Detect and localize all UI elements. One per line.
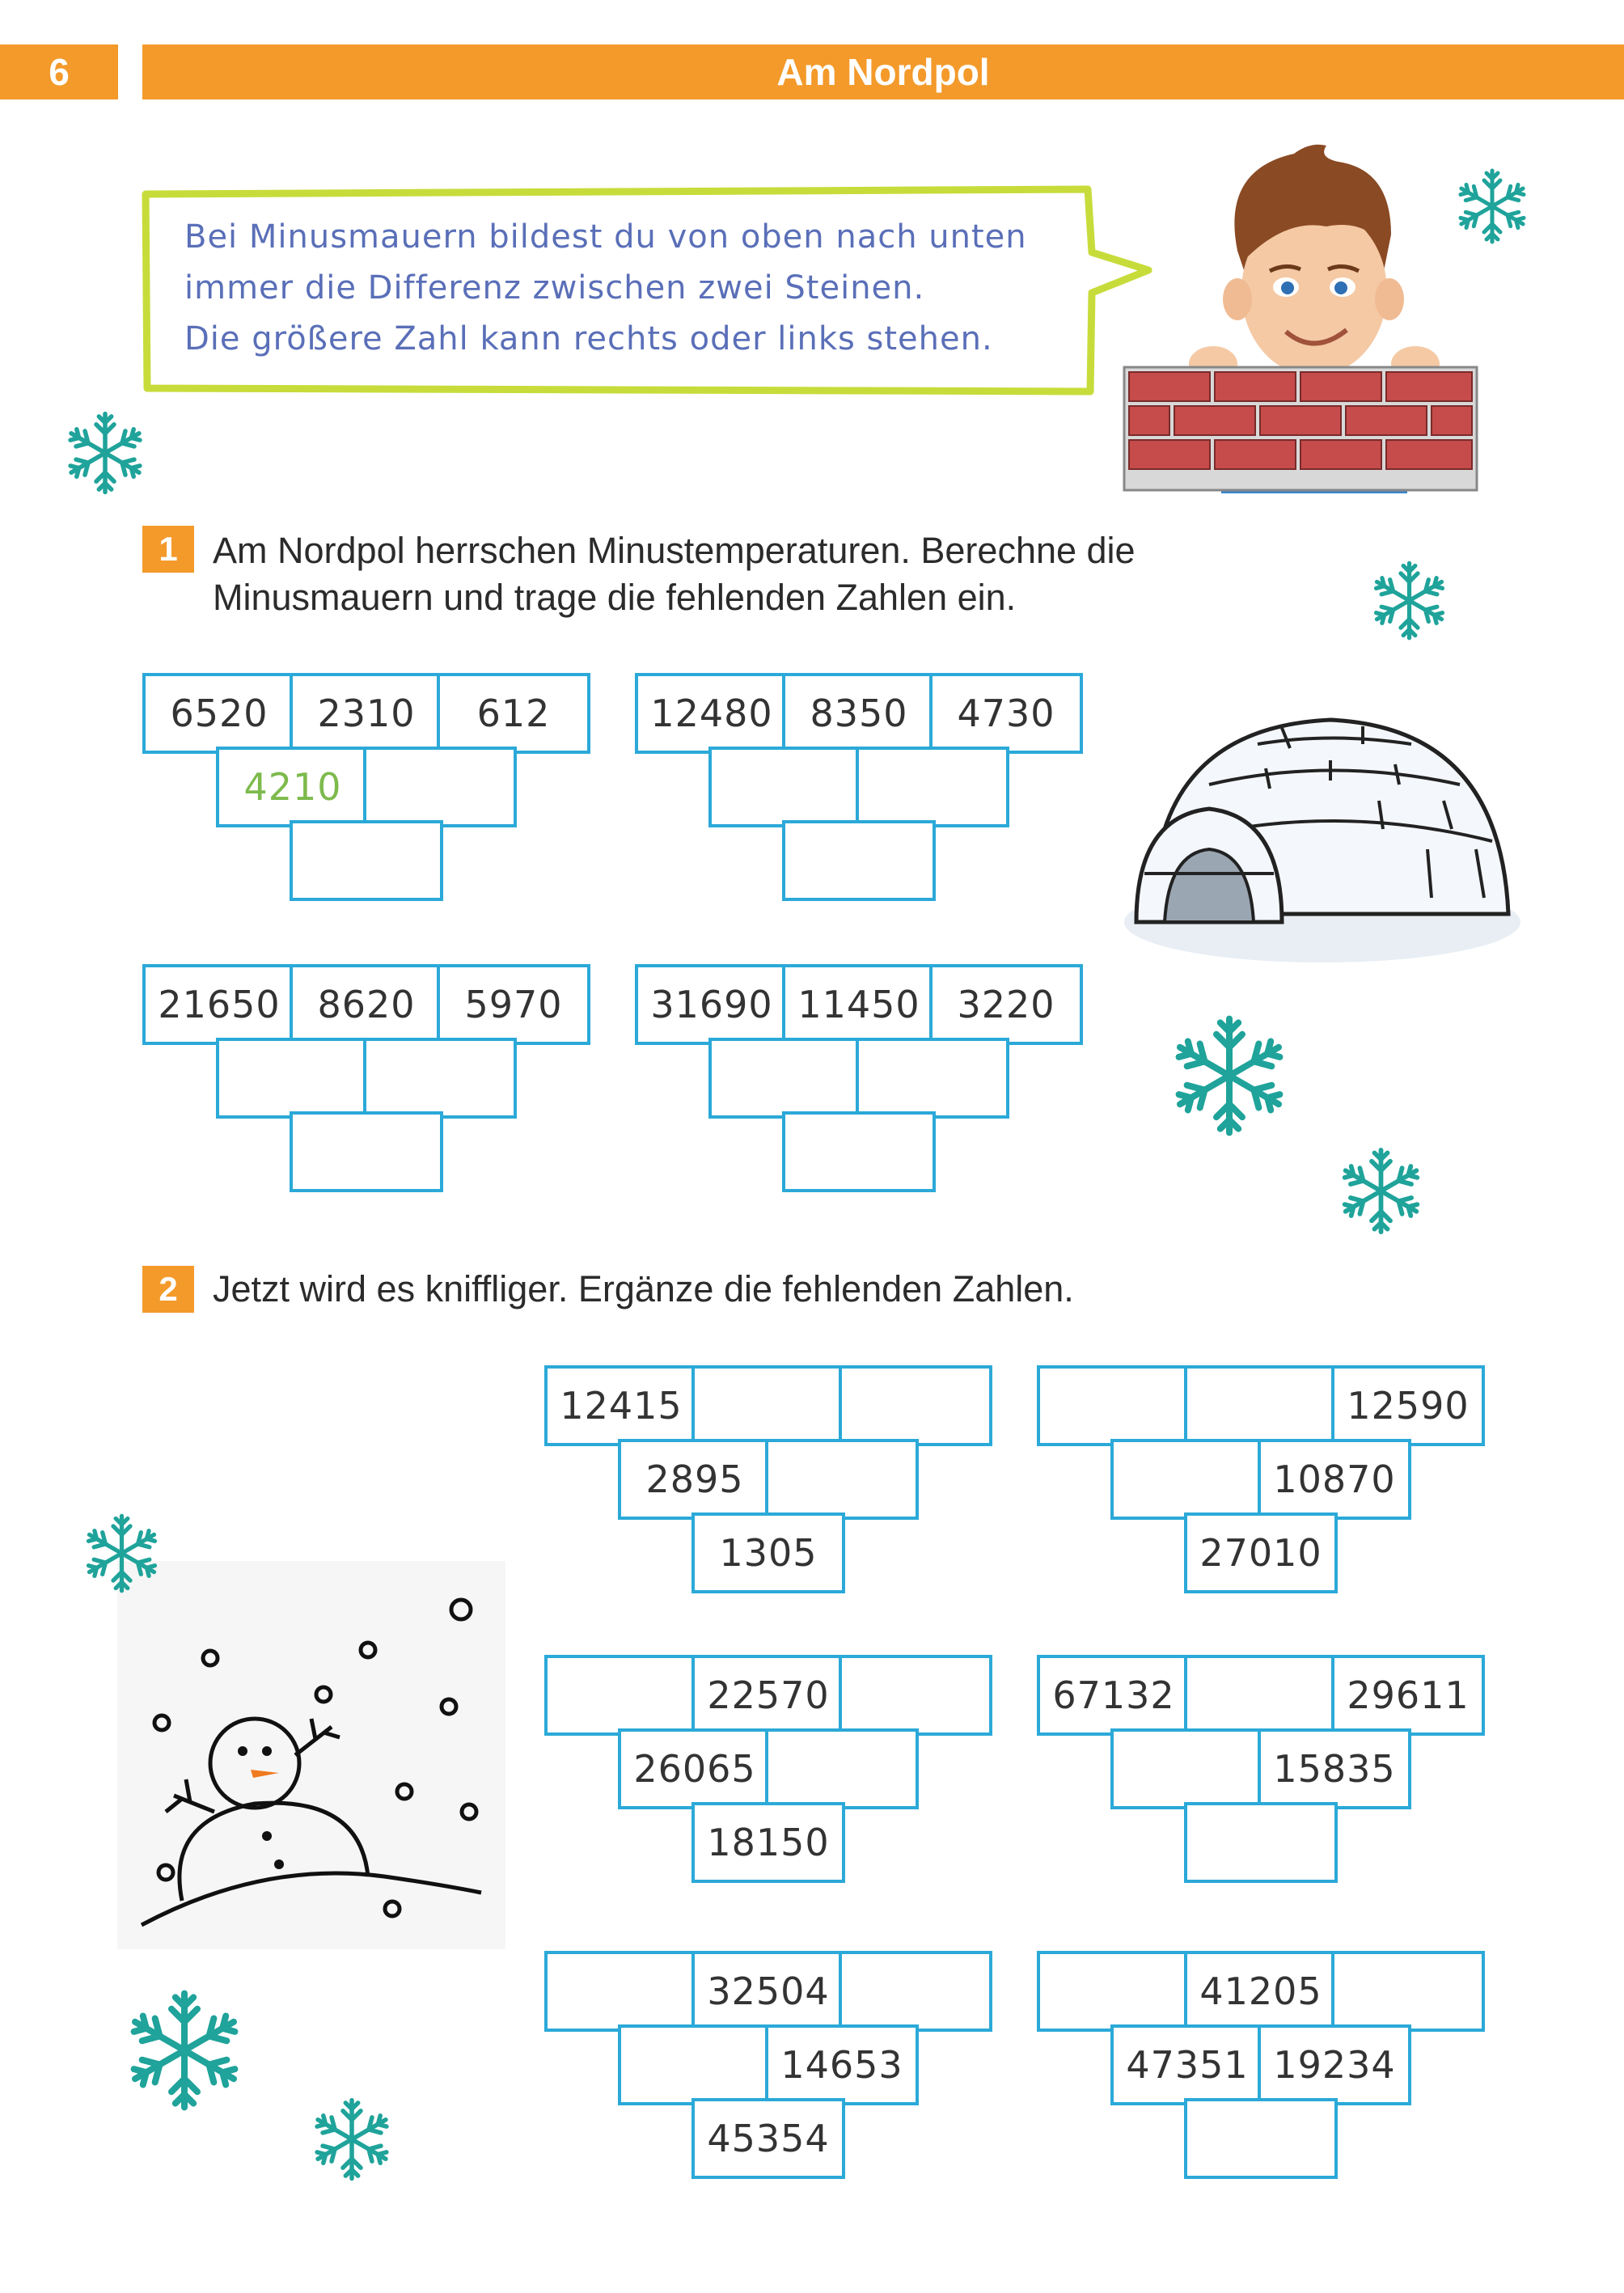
wall-brick-input[interactable] (782, 1111, 936, 1192)
wall-brick[interactable] (1037, 1951, 1191, 2032)
snowflake-icon (307, 2095, 396, 2184)
wall-brick-input[interactable] (782, 820, 936, 901)
wall-brick: 5970 (437, 964, 590, 1045)
tip-line: Bei Minusmauern bildest du von oben nach unten (184, 218, 1027, 256)
wall-brick[interactable] (839, 1951, 992, 2032)
wall-brick-input[interactable] (216, 1038, 370, 1119)
snowman-illustration (117, 1561, 505, 1949)
wall-brick: 11450 (782, 964, 936, 1045)
wall-brick[interactable]: 2895 (618, 1439, 772, 1520)
wall-brick[interactable] (1110, 1728, 1264, 1809)
snowflake-icon (1334, 1144, 1427, 1237)
wall-brick[interactable] (1037, 1365, 1191, 1446)
snowflake-icon (120, 1986, 249, 2115)
wall-brick: 21650 (142, 964, 296, 1045)
wall-brick[interactable]: 10870 (1258, 1439, 1411, 1520)
wall-brick-answer[interactable]: 4210 (216, 747, 370, 827)
igloo-illustration (1120, 679, 1525, 971)
wall-brick-input[interactable] (290, 820, 443, 901)
brick-wall-illustration (1123, 366, 1478, 492)
wall-brick-input[interactable] (363, 1038, 517, 1119)
minus-wall (142, 964, 586, 1186)
wall-brick[interactable] (1184, 1802, 1338, 1883)
wall-brick[interactable] (1184, 1365, 1338, 1446)
wall-brick[interactable]: 19234 (1258, 2024, 1411, 2105)
minus-wall (544, 1655, 988, 1876)
wall-brick: 3220 (929, 964, 1083, 1045)
wall-brick: 12480 (635, 673, 789, 754)
wall-brick[interactable] (765, 1439, 919, 1520)
minus-wall (1037, 1365, 1480, 1587)
snowflake-icon (1367, 558, 1452, 643)
snowflake-icon (1165, 1011, 1294, 1140)
wall-brick-input[interactable] (363, 747, 517, 827)
wall-brick[interactable] (1184, 1655, 1338, 1736)
task-1-line: Minusmauern und trage die fehlenden Zahlen ein. (213, 577, 1017, 618)
wall-brick: 31690 (635, 964, 789, 1045)
wall-brick[interactable] (691, 1365, 845, 1446)
task-1-number: 1 (142, 526, 194, 573)
wall-brick[interactable]: 27010 (1184, 1512, 1338, 1593)
wall-brick[interactable]: 22570 (691, 1655, 845, 1736)
page-title: Am Nordpol (142, 44, 1624, 99)
minus-wall (1037, 1951, 1480, 2172)
wall-brick[interactable] (618, 2024, 772, 2105)
wall-brick: 6520 (142, 673, 296, 754)
wall-brick[interactable]: 29611 (1331, 1655, 1485, 1736)
wall-brick[interactable]: 45354 (691, 2098, 845, 2179)
wall-brick[interactable]: 26065 (618, 1728, 772, 1809)
minus-wall (544, 1365, 988, 1587)
minus-wall (1037, 1655, 1480, 1876)
wall-brick: 4730 (929, 673, 1083, 754)
wall-brick[interactable]: 12415 (544, 1365, 698, 1446)
wall-brick[interactable] (544, 1951, 698, 2032)
wall-brick: 2310 (290, 673, 443, 754)
page-number: 6 (0, 44, 118, 99)
wall-brick[interactable] (1110, 1439, 1264, 1520)
wall-brick-input[interactable] (708, 1038, 862, 1119)
wall-brick[interactable] (839, 1655, 992, 1736)
minus-wall (635, 964, 1078, 1186)
wall-brick[interactable]: 15835 (1258, 1728, 1411, 1809)
task-2-instruction (213, 1266, 1074, 1313)
wall-brick-input[interactable] (856, 1038, 1009, 1119)
snowflake-icon (79, 1511, 164, 1596)
wall-brick-input[interactable] (708, 747, 862, 827)
tip-line: immer die Differenz zwischen zwei Steinen. (184, 269, 925, 307)
wall-brick[interactable] (839, 1365, 992, 1446)
tip-text (184, 212, 1074, 365)
wall-brick[interactable]: 41205 (1184, 1951, 1338, 2032)
wall-brick[interactable]: 14653 (765, 2024, 919, 2105)
wall-brick: 612 (437, 673, 590, 754)
wall-brick-input[interactable] (290, 1111, 443, 1192)
tip-line: Die größere Zahl kann rechts oder links stehen. (184, 320, 993, 357)
minus-wall (635, 673, 1078, 895)
wall-brick: 8620 (290, 964, 443, 1045)
wall-brick[interactable] (544, 1655, 698, 1736)
task-2-line: Jetzt wird es kniffliger. Ergänze die fehlenden Zahlen. (213, 1268, 1074, 1309)
wall-brick[interactable]: 18150 (691, 1802, 845, 1883)
wall-brick[interactable]: 32504 (691, 1951, 845, 2032)
snowflake-icon (1452, 166, 1533, 247)
task-2-number: 2 (142, 1266, 194, 1313)
minus-wall (142, 673, 586, 895)
wall-brick[interactable] (1331, 1951, 1485, 2032)
wall-brick: 8350 (782, 673, 936, 754)
wall-brick[interactable] (1184, 2098, 1338, 2179)
task-1-line: Am Nordpol herrschen Minustemperaturen. Berechne die (213, 530, 1136, 571)
wall-brick[interactable] (765, 1728, 919, 1809)
snowflake-icon (61, 408, 150, 497)
wall-brick[interactable]: 67132 (1037, 1655, 1191, 1736)
wall-brick[interactable]: 12590 (1331, 1365, 1485, 1446)
wall-brick-input[interactable] (856, 747, 1009, 827)
wall-brick[interactable]: 1305 (691, 1512, 845, 1593)
minus-wall (544, 1951, 988, 2172)
task-1-instruction (213, 527, 1136, 621)
wall-brick[interactable]: 47351 (1110, 2024, 1264, 2105)
